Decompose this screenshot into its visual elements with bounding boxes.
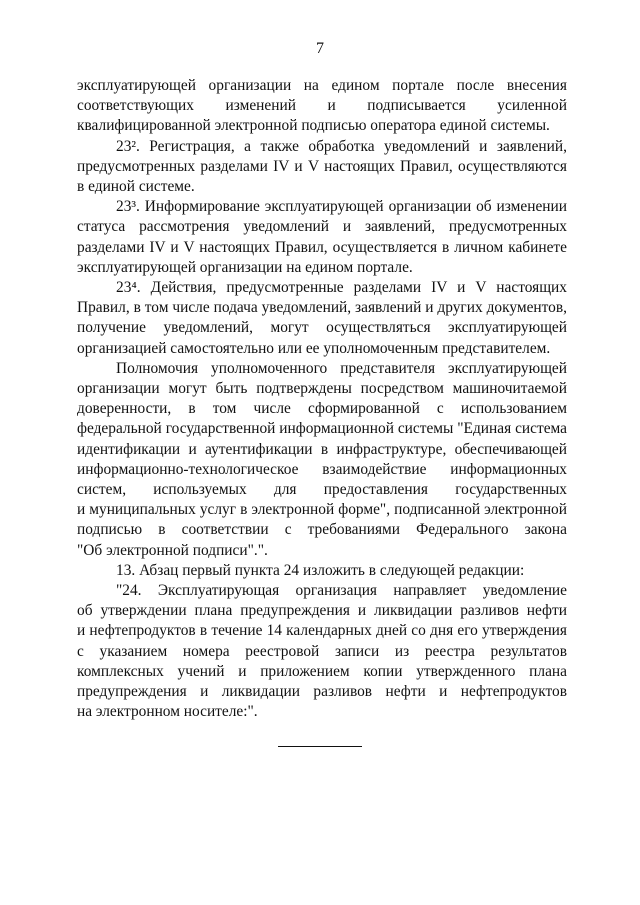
text-line: получение уведомлений, могут осуществляться эксплуатирующей <box>77 319 567 337</box>
text-line: с указанием номера реестровой записи из реестра результатов <box>77 642 567 660</box>
text-line: предупреждения и ликвидации разливов нефти и нефтепродуктов <box>77 683 567 701</box>
text-line: информационно-технологическое взаимодействие информационных <box>77 460 567 478</box>
text-line: на электронном носителе:". <box>77 703 258 721</box>
page-number: 7 <box>316 40 324 57</box>
text-line: разделами IV и V настоящих Правил, осуществляется в личном кабинете <box>77 238 567 256</box>
text-line: подписью в соответствии с требованиями Федерального закона <box>77 521 567 539</box>
text-line: эксплуатирующей организации на едином портале после внесения <box>77 77 567 94</box>
end-of-text-rule <box>278 746 362 747</box>
text-line: 13. Абзац первый пункта 24 изложить в следующей редакции: <box>116 561 525 579</box>
text-line: об утверждении плана предупреждения и ликвидации разливов нефти <box>77 602 567 620</box>
text-line: квалифицированной электронной подписью оператора единой системы. <box>77 117 550 135</box>
text-line: и нефтепродуктов в течение 14 календарных дней со дня его утверждения <box>77 622 567 640</box>
text-line: 23³. Информирование эксплуатирующей организации об изменении <box>116 198 567 216</box>
text-line: "24. Эксплуатирующая организация направляет уведомление <box>116 582 567 600</box>
text-line: и муниципальных услуг в электронной форме", подписанной электронной <box>77 501 567 519</box>
text-line: эксплуатирующей организации на едином портале. <box>77 258 413 276</box>
text-line: Правил, в том числе подача уведомлений, заявлений и других документов, <box>77 299 567 317</box>
text-line: предусмотренных разделами IV и V настоящих Правил, осуществляются <box>77 157 567 175</box>
text-line: доверенности, в том числе сформированной с использованием <box>77 400 567 418</box>
text-line: статуса рассмотрения уведомлений и заявлений, предусмотренных <box>77 218 567 236</box>
text-line: комплексных учений и приложением копии утвержденного плана <box>77 662 567 680</box>
text-line: систем, используемых для предоставления государственных <box>77 481 567 499</box>
text-line: Полномочия уполномоченного представителя эксплуатирующей <box>116 359 567 377</box>
document-body <box>77 76 567 723</box>
text-line: "Об электронной подписи".". <box>77 541 268 559</box>
text-line: федеральной государственной информационной системы "Единая система <box>77 420 567 438</box>
text-line: в единой системе. <box>77 178 195 196</box>
text-line: организацией самостоятельно или ее уполномоченным представителем. <box>77 339 551 357</box>
text-line: 23². Регистрация, а также обработка уведомлений и заявлений, <box>116 137 567 155</box>
text-line: 23⁴. Действия, предусмотренные разделами IV и V настоящих <box>116 279 567 297</box>
text-line: соответствующих изменений и подписывается усиленной <box>77 97 567 115</box>
text-line: организации могут быть подтверждены посредством машиночитаемой <box>77 380 567 398</box>
text-line: идентификации и аутентификации в инфраструктуре, обеспечивающей <box>77 440 567 458</box>
